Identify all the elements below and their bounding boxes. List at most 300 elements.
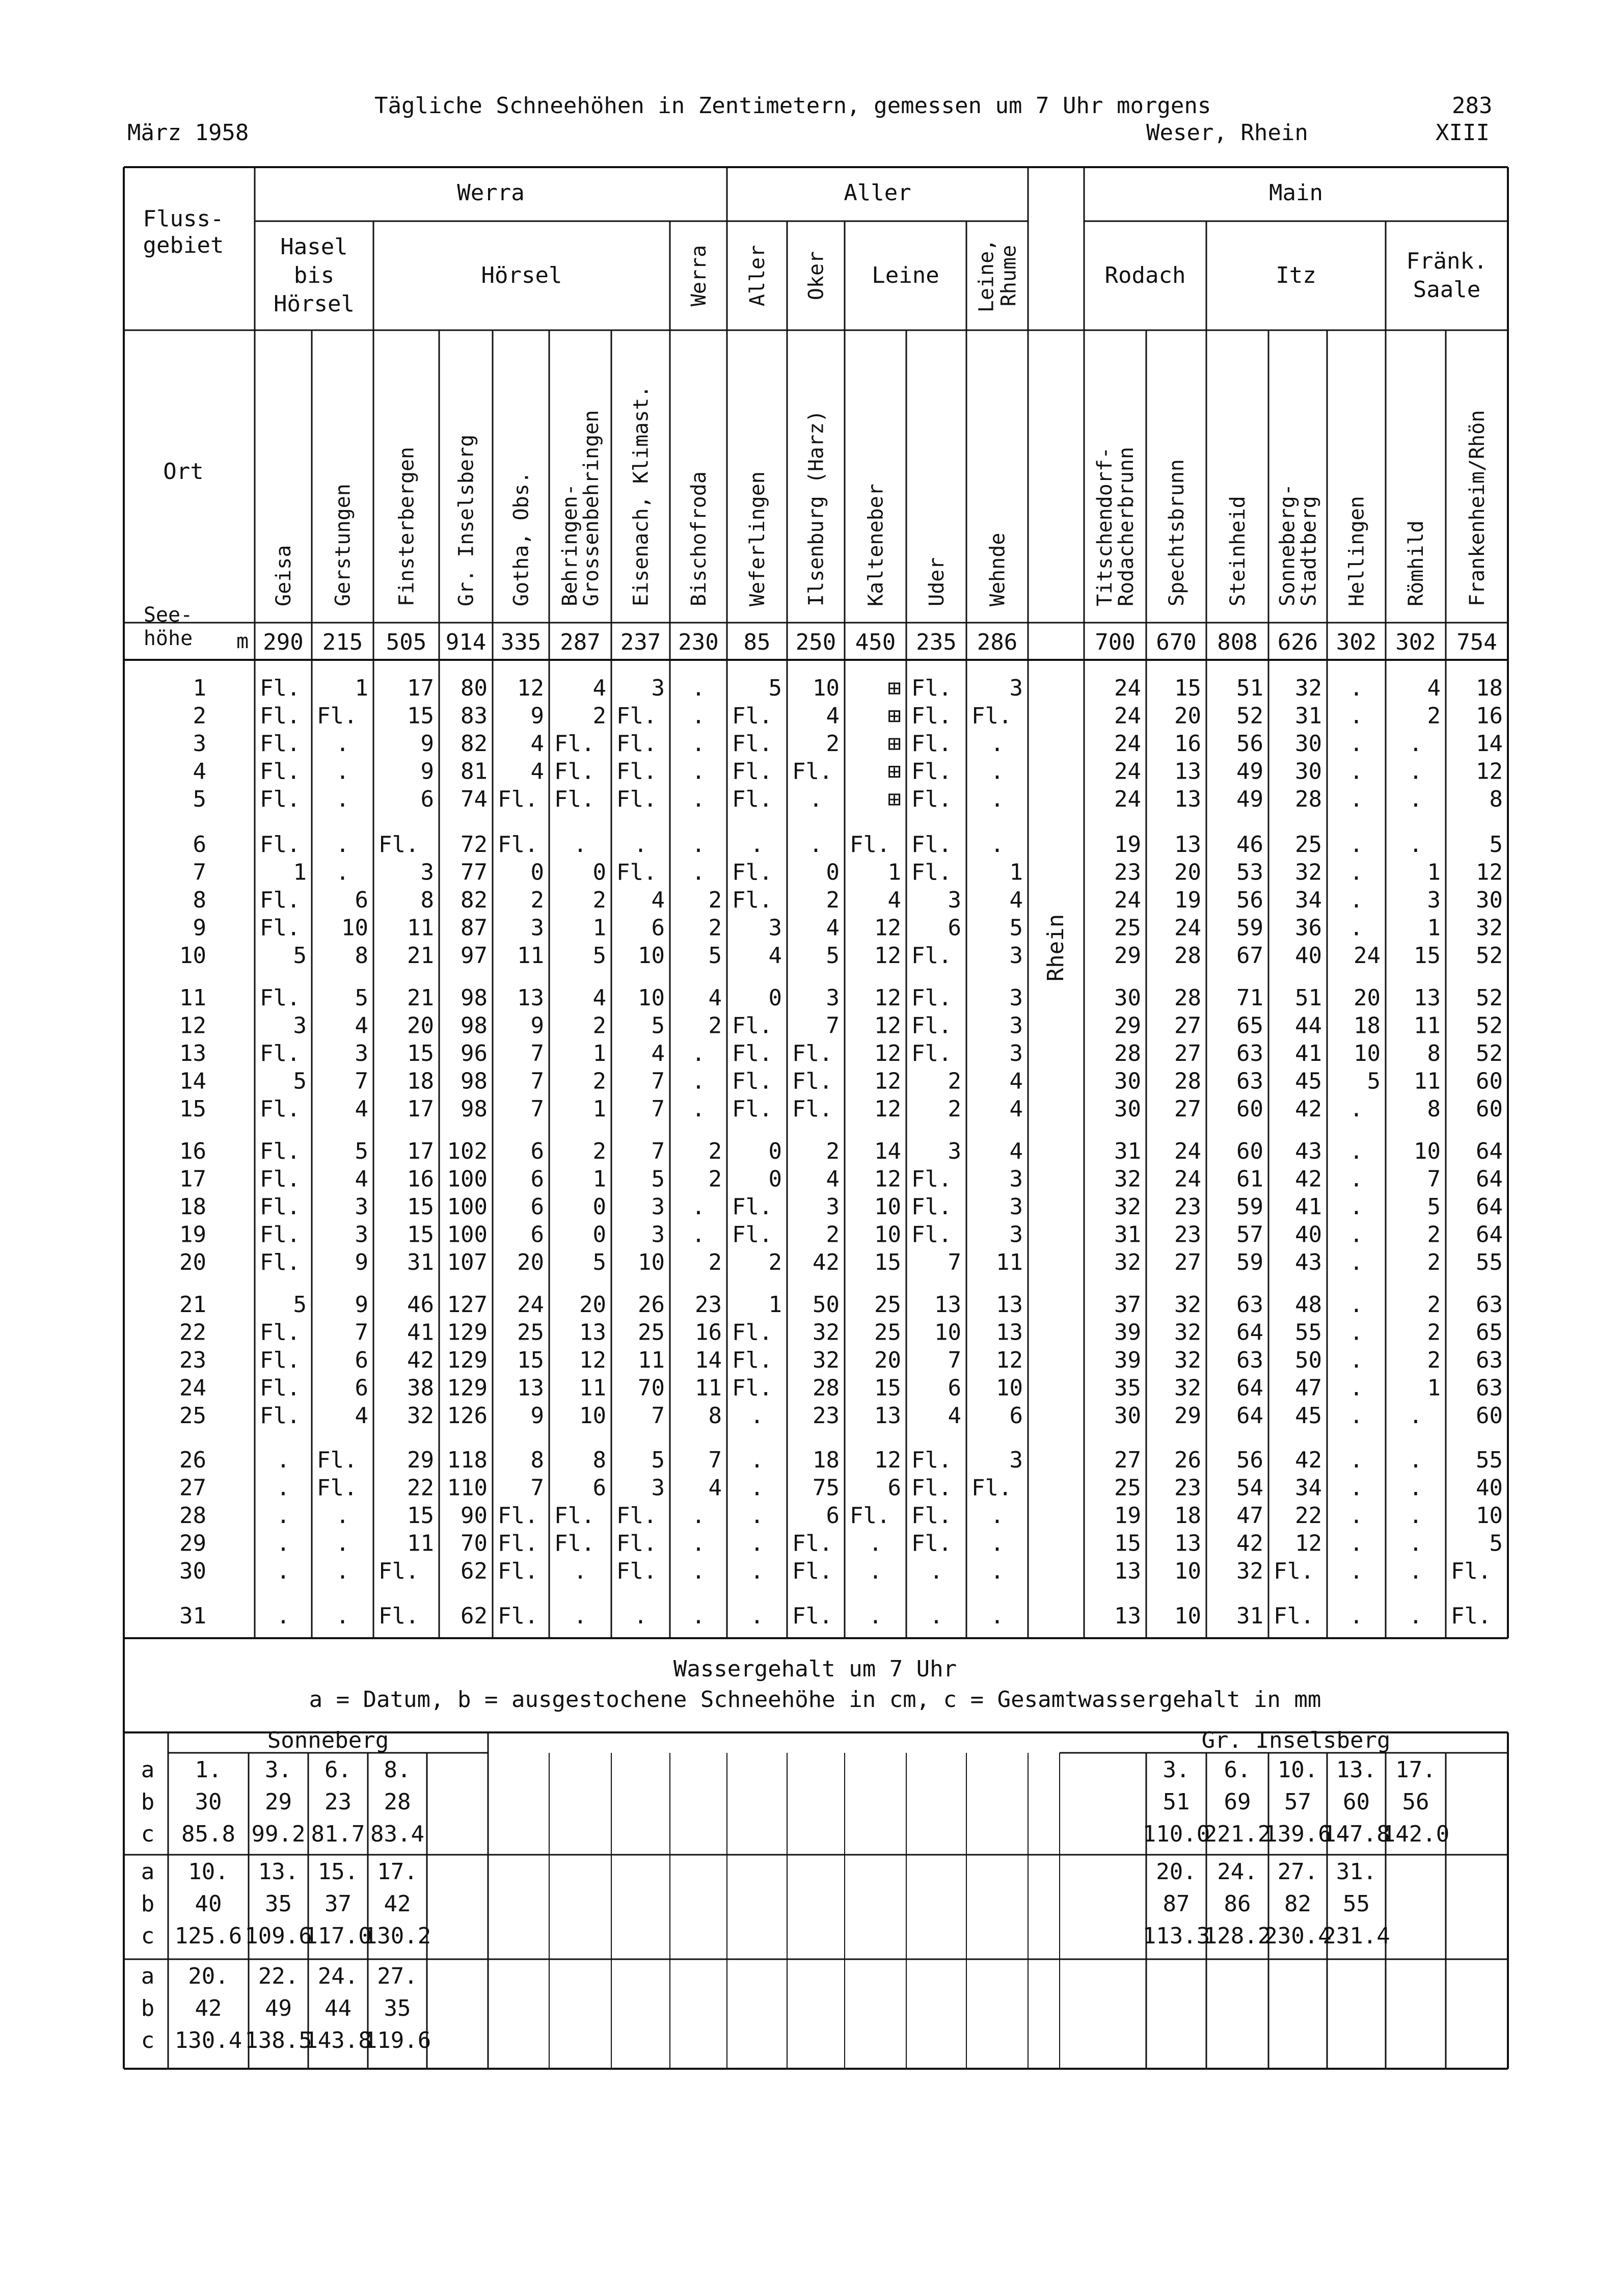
snow-depth-value: . bbox=[1349, 1292, 1363, 1318]
snow-depth-value: Fl. bbox=[911, 1012, 952, 1039]
snow-depth-value: 7 bbox=[530, 1096, 544, 1122]
snow-depth-value: 27 bbox=[1114, 1447, 1141, 1473]
snow-depth-value: 100 bbox=[447, 1221, 488, 1248]
snow-depth-value: 2 bbox=[826, 887, 840, 913]
snow-depth-value: Fl. bbox=[732, 1068, 773, 1094]
snow-depth-value: 2 bbox=[1427, 1221, 1441, 1248]
snow-depth-value: Fl. bbox=[732, 1096, 773, 1122]
snow-depth-value: 77 bbox=[461, 859, 488, 886]
snow-depth-value: Fl. bbox=[1274, 1603, 1314, 1629]
basin-main: Main bbox=[1269, 180, 1323, 206]
snow-depth-value: . bbox=[750, 1475, 764, 1501]
snow-depth-value: 6 bbox=[355, 1347, 368, 1373]
subbasin-label: Fränk. bbox=[1406, 248, 1488, 274]
snow-depth-value: 26 bbox=[638, 1292, 665, 1318]
snow-depth-value: 3 bbox=[826, 1194, 840, 1220]
snow-depth-value: 56 bbox=[1236, 731, 1263, 757]
snow-depth-value: . bbox=[1349, 915, 1363, 941]
snow-depth-value: 5 bbox=[592, 943, 606, 969]
snow-depth-value: 32 bbox=[1295, 859, 1322, 886]
water-value: 231.4 bbox=[1322, 1923, 1390, 1949]
snow-depth-value: 32 bbox=[1174, 1319, 1201, 1346]
snow-depth-value: 4 bbox=[948, 1403, 961, 1429]
snow-depth-value: 64 bbox=[1476, 1221, 1503, 1248]
snow-depth-value: 1 bbox=[1009, 859, 1023, 886]
day-number: 25 bbox=[179, 1403, 206, 1429]
snow-depth-value: 9 bbox=[420, 758, 434, 785]
snow-depth-value: 13 bbox=[1174, 832, 1201, 858]
snow-depth-value: 48 bbox=[1295, 1292, 1322, 1318]
snow-depth-value: 2 bbox=[708, 1166, 722, 1192]
snow-depth-value: Fl. bbox=[616, 1558, 657, 1584]
station-name: Grossenbehringen bbox=[580, 410, 603, 606]
snow-depth-value: Fl. bbox=[260, 758, 301, 785]
snow-depth-value: Fl. bbox=[792, 1558, 833, 1584]
snow-depth-value: Fl. bbox=[616, 859, 657, 886]
snow-depth-value: 14 bbox=[695, 1347, 722, 1373]
snow-depth-value: . bbox=[869, 1558, 882, 1584]
snow-depth-value: 8 bbox=[530, 1447, 544, 1473]
snow-depth-value: 27 bbox=[1174, 1040, 1201, 1066]
snow-depth-value: . bbox=[336, 1558, 349, 1584]
water-value: 3. bbox=[1163, 1757, 1190, 1783]
day-number: 9 bbox=[193, 915, 206, 941]
snow-depth-value: 9 bbox=[420, 731, 434, 757]
snow-depth-value: 42 bbox=[1295, 1447, 1322, 1473]
snow-depth-value: Fl. bbox=[260, 1347, 301, 1373]
snow-depth-value: 129 bbox=[447, 1375, 488, 1401]
snow-depth-value: 14 bbox=[874, 1138, 901, 1164]
header-title: Tägliche Schneehöhen in Zentimetern, gemessen um 7 Uhr morgens bbox=[374, 93, 1211, 119]
snow-depth-value: 34 bbox=[1295, 887, 1322, 913]
snow-depth-value: 13 bbox=[1174, 758, 1201, 785]
snow-depth-value: 31 bbox=[1114, 1138, 1141, 1164]
snow-depth-value: 50 bbox=[813, 1292, 840, 1318]
snow-depth-value: . bbox=[1349, 1603, 1363, 1629]
water-left-station: Sonneberg bbox=[267, 1727, 389, 1753]
day-number: 5 bbox=[193, 786, 206, 812]
snow-depth-value: 90 bbox=[461, 1503, 488, 1529]
snow-depth-value: 7 bbox=[530, 1475, 544, 1501]
snow-depth-value: 11 bbox=[1414, 1068, 1441, 1094]
snow-depth-value: 23 bbox=[1174, 1194, 1201, 1220]
snow-depth-value: 32 bbox=[1174, 1347, 1201, 1373]
snow-depth-value: Fl. bbox=[498, 786, 538, 812]
snow-depth-value: . bbox=[634, 832, 647, 858]
snow-depth-value: Fl. bbox=[379, 832, 419, 858]
station-name: Kalteneber bbox=[864, 484, 888, 606]
snow-depth-value: . bbox=[1349, 1249, 1363, 1275]
snow-depth-value: 2 bbox=[826, 731, 840, 757]
station-name: Geisa bbox=[272, 545, 295, 606]
day-number: 16 bbox=[179, 1138, 206, 1164]
snow-depth-value: . bbox=[691, 1040, 706, 1066]
snow-depth-value: 52 bbox=[1476, 1012, 1503, 1039]
snow-depth-value: . bbox=[1349, 1558, 1363, 1584]
snow-depth-value: 64 bbox=[1236, 1403, 1263, 1429]
snow-depth-value: 25 bbox=[1114, 1475, 1141, 1501]
snow-depth-value: 87 bbox=[461, 915, 488, 941]
snow-depth-value: . bbox=[750, 1403, 764, 1429]
snow-depth-value: 24 bbox=[517, 1292, 544, 1318]
snow-depth-value: . bbox=[1409, 1475, 1423, 1501]
snow-depth-value: 3 bbox=[1009, 1040, 1023, 1066]
snow-depth-value: . bbox=[691, 1530, 706, 1557]
water-value: 42 bbox=[195, 1995, 222, 2021]
snow-depth-value: . bbox=[1349, 1221, 1363, 1248]
snow-depth-value: 7 bbox=[826, 1012, 840, 1039]
snow-depth-value: 100 bbox=[447, 1194, 488, 1220]
station-name: Stadtberg bbox=[1297, 496, 1321, 606]
basin-aller: Aller bbox=[844, 180, 911, 206]
station-elevation: 286 bbox=[977, 629, 1018, 655]
snow-depth-value: . bbox=[1349, 859, 1363, 886]
snow-depth-value: 14 bbox=[1476, 731, 1503, 757]
snow-depth-value: 81 bbox=[461, 758, 488, 785]
snow-depth-value: . bbox=[990, 1503, 1004, 1529]
day-number: 26 bbox=[179, 1447, 206, 1473]
snow-depth-value: 1 bbox=[355, 675, 368, 701]
snow-depth-value: 4 bbox=[826, 703, 840, 729]
snow-depth-value: 10 bbox=[874, 1221, 901, 1248]
snow-depth-value: Fl. bbox=[911, 703, 952, 729]
snow-depth-value: Fl. bbox=[260, 1375, 301, 1401]
snow-depth-value: Fl. bbox=[911, 1503, 952, 1529]
snow-depth-value: . bbox=[750, 832, 764, 858]
snow-depth-value: . bbox=[1349, 1530, 1363, 1557]
snow-depth-value: 18 bbox=[1174, 1503, 1201, 1529]
snow-depth-value: 30 bbox=[1114, 1096, 1141, 1122]
station-elevation: 237 bbox=[620, 629, 661, 655]
snow-depth-value: 15 bbox=[407, 1221, 434, 1248]
snow-depth-value: 65 bbox=[1236, 1012, 1263, 1039]
snow-depth-value: 12 bbox=[1295, 1530, 1322, 1557]
snow-depth-value: 15 bbox=[407, 703, 434, 729]
snow-depth-value: 25 bbox=[874, 1292, 901, 1318]
snow-depth-value: 15 bbox=[1174, 675, 1201, 701]
water-value: 22. bbox=[258, 1963, 299, 1989]
snow-depth-value: 45 bbox=[1295, 1068, 1322, 1094]
snow-depth-value: 25 bbox=[517, 1319, 544, 1346]
snow-depth-value: 29 bbox=[1174, 1403, 1201, 1429]
snow-depth-value: Fl. bbox=[911, 1166, 952, 1192]
snow-depth-value: . bbox=[336, 1530, 349, 1557]
snow-depth-value: 49 bbox=[1236, 786, 1263, 812]
water-row-label: c bbox=[141, 2027, 155, 2053]
snow-depth-value: 9 bbox=[530, 703, 544, 729]
basin-werra: Werra bbox=[457, 180, 525, 206]
snow-depth-value: Fl. bbox=[911, 859, 952, 886]
water-value: 10. bbox=[188, 1859, 229, 1885]
snow-depth-value: 5 bbox=[1489, 1530, 1503, 1557]
snow-depth-value: . bbox=[276, 1558, 290, 1584]
station-elevation: 302 bbox=[1336, 629, 1377, 655]
snow-depth-value: 11 bbox=[1414, 1012, 1441, 1039]
water-value: 17. bbox=[1395, 1757, 1436, 1783]
snow-depth-value: Fl. bbox=[911, 1447, 952, 1473]
snow-depth-value: 13 bbox=[579, 1319, 606, 1346]
snow-depth-value: 5 bbox=[293, 943, 307, 969]
snow-depth-value: Fl. bbox=[732, 859, 773, 886]
snow-depth-value: 13 bbox=[996, 1292, 1023, 1318]
subbasin-label: Werra bbox=[687, 245, 711, 307]
snow-depth-value: ⊞ bbox=[887, 758, 901, 785]
snow-depth-value: 3 bbox=[651, 1194, 665, 1220]
label-flussgebiet: gebiet bbox=[143, 232, 224, 258]
snow-depth-value: . bbox=[1349, 731, 1363, 757]
station-elevation: 235 bbox=[916, 629, 957, 655]
water-row-label: c bbox=[141, 1923, 155, 1949]
snow-depth-value: 4 bbox=[355, 1166, 368, 1192]
snow-depth-value: Fl. bbox=[317, 703, 358, 729]
snow-depth-value: 59 bbox=[1236, 1249, 1263, 1275]
snow-depth-value: 64 bbox=[1476, 1166, 1503, 1192]
water-value: 6. bbox=[325, 1757, 352, 1783]
snow-depth-value: 7 bbox=[651, 1138, 665, 1164]
snow-depth-value: 2 bbox=[826, 1221, 840, 1248]
snow-depth-value: . bbox=[276, 1475, 290, 1501]
snow-depth-value: Fl. bbox=[1451, 1558, 1492, 1584]
snow-depth-value: . bbox=[1349, 1447, 1363, 1473]
snow-depth-value: 10 bbox=[341, 915, 368, 941]
station-elevation: 335 bbox=[500, 629, 542, 655]
snow-depth-value: 28 bbox=[1174, 1068, 1201, 1094]
snow-depth-value: ⊞ bbox=[887, 675, 901, 701]
snow-depth-value: Fl. bbox=[554, 1530, 595, 1557]
snow-depth-value: 0 bbox=[768, 1138, 782, 1164]
snow-depth-value: . bbox=[336, 731, 349, 757]
snow-depth-value: Fl. bbox=[554, 731, 595, 757]
snow-depth-value: 71 bbox=[1236, 985, 1263, 1011]
snow-depth-value: Fl. bbox=[732, 1194, 773, 1220]
snow-depth-value: 7 bbox=[355, 1319, 368, 1346]
snow-depth-value: 41 bbox=[1295, 1194, 1322, 1220]
snow-depth-value: . bbox=[990, 1558, 1004, 1584]
snow-depth-value: 51 bbox=[1295, 985, 1322, 1011]
snow-depth-value: 63 bbox=[1236, 1347, 1263, 1373]
water-value: 60 bbox=[1343, 1789, 1370, 1815]
snow-depth-value: 60 bbox=[1236, 1138, 1263, 1164]
snow-depth-value: 0 bbox=[530, 859, 544, 886]
snow-depth-value: 10 bbox=[579, 1403, 606, 1429]
snow-depth-value: 53 bbox=[1236, 859, 1263, 886]
snow-depth-value: 1 bbox=[887, 859, 901, 886]
snow-depth-value: 56 bbox=[1236, 1447, 1263, 1473]
snow-depth-value: 70 bbox=[461, 1530, 488, 1557]
snow-depth-value: . bbox=[691, 1558, 706, 1584]
snow-depth-value: 26 bbox=[1174, 1447, 1201, 1473]
snow-depth-value: 15 bbox=[1114, 1530, 1141, 1557]
snow-depth-value: 12 bbox=[874, 943, 901, 969]
snow-depth-value: 52 bbox=[1476, 985, 1503, 1011]
snow-depth-value: 15 bbox=[407, 1503, 434, 1529]
station-name: Spechtsbrunn bbox=[1165, 459, 1188, 606]
station-name: Gotha, Obs. bbox=[509, 471, 533, 606]
station-name: Bischofroda bbox=[687, 471, 711, 606]
snow-depth-value: Fl. bbox=[850, 1503, 890, 1529]
snow-depth-value: 5 bbox=[1367, 1068, 1381, 1094]
snow-depth-value: 3 bbox=[1009, 1166, 1023, 1192]
snow-depth-value: 10 bbox=[813, 675, 840, 701]
snow-depth-value: 62 bbox=[461, 1603, 488, 1629]
snow-depth-value: 56 bbox=[1236, 887, 1263, 913]
snow-depth-value: 3 bbox=[651, 675, 665, 701]
snow-depth-value: Fl. bbox=[732, 731, 773, 757]
station-elevation: 914 bbox=[445, 629, 487, 655]
snow-depth-value: . bbox=[1349, 1319, 1363, 1346]
snow-depth-value: 32 bbox=[813, 1347, 840, 1373]
snow-depth-value: 36 bbox=[1295, 915, 1322, 941]
snow-depth-value: 5 bbox=[826, 943, 840, 969]
header-subtitle: Weser, Rhein bbox=[1146, 120, 1308, 146]
day-number: 30 bbox=[179, 1558, 206, 1584]
snow-depth-value: Fl. bbox=[260, 731, 301, 757]
station-elevation: 230 bbox=[678, 629, 719, 655]
snow-depth-value: 80 bbox=[461, 675, 488, 701]
snow-depth-value: 2 bbox=[1427, 1292, 1441, 1318]
snow-depth-value: 24 bbox=[1174, 915, 1201, 941]
snow-depth-value: Fl. bbox=[911, 1475, 952, 1501]
snow-depth-value: 1 bbox=[768, 1292, 782, 1318]
water-value: 143.8 bbox=[304, 2027, 372, 2053]
snow-depth-value: . bbox=[1409, 1447, 1423, 1473]
snow-depth-value: 29 bbox=[1114, 1012, 1141, 1039]
snow-depth-value: 20 bbox=[874, 1347, 901, 1373]
snow-depth-value: 6 bbox=[355, 887, 368, 913]
water-value: 142.0 bbox=[1382, 1821, 1450, 1847]
snow-depth-value: 11 bbox=[579, 1375, 606, 1401]
snow-depth-value: Fl. bbox=[260, 1221, 301, 1248]
snow-depth-value: Fl. bbox=[911, 943, 952, 969]
snow-depth-value: . bbox=[1349, 786, 1363, 812]
water-value: 109.6 bbox=[245, 1923, 312, 1949]
day-number: 24 bbox=[179, 1375, 206, 1401]
day-number: 11 bbox=[179, 985, 206, 1011]
station-name: Eisenach, Klimast. bbox=[629, 385, 653, 606]
snow-depth-value: 30 bbox=[1114, 985, 1141, 1011]
snow-depth-value: . bbox=[276, 1603, 290, 1629]
snow-depth-value: 3 bbox=[1009, 1447, 1023, 1473]
snow-depth-value: Fl. bbox=[260, 985, 301, 1011]
snow-depth-value: 11 bbox=[407, 1530, 434, 1557]
snow-depth-value: 29 bbox=[407, 1447, 434, 1473]
snow-depth-value: 0 bbox=[768, 985, 782, 1011]
water-value: 13. bbox=[1336, 1757, 1377, 1783]
snow-depth-value: 98 bbox=[461, 985, 488, 1011]
snow-depth-value: 5 bbox=[708, 943, 722, 969]
day-number: 12 bbox=[179, 1012, 206, 1039]
snow-depth-value: 12 bbox=[874, 1068, 901, 1094]
snow-depth-value: 3 bbox=[420, 859, 434, 886]
water-value: 24. bbox=[317, 1963, 359, 1989]
snow-depth-value: 0 bbox=[592, 1221, 606, 1248]
station-elevation: 450 bbox=[855, 629, 896, 655]
snow-depth-value: 19 bbox=[1174, 887, 1201, 913]
snow-depth-value: 4 bbox=[1427, 675, 1441, 701]
snow-depth-value: 24 bbox=[1174, 1166, 1201, 1192]
snow-depth-value: 7 bbox=[355, 1068, 368, 1094]
snow-depth-value: 32 bbox=[1114, 1166, 1141, 1192]
snow-depth-value: 20 bbox=[579, 1292, 606, 1318]
station-elevation: 302 bbox=[1395, 629, 1436, 655]
snow-depth-value: 24 bbox=[1114, 731, 1141, 757]
snow-depth-value: 1 bbox=[592, 915, 606, 941]
snow-depth-value: 5 bbox=[355, 985, 368, 1011]
snow-depth-value: 72 bbox=[461, 832, 488, 858]
snow-depth-value: 23 bbox=[813, 1403, 840, 1429]
station-elevation: 626 bbox=[1277, 629, 1318, 655]
snow-depth-value: 64 bbox=[1476, 1138, 1503, 1164]
snow-depth-value: . bbox=[990, 731, 1004, 757]
subbasin-label: bis bbox=[293, 262, 335, 288]
snow-depth-value: 75 bbox=[813, 1475, 840, 1501]
snow-depth-value: 27 bbox=[1174, 1096, 1201, 1122]
snow-depth-value: Fl. bbox=[732, 1012, 773, 1039]
snow-depth-value: 24 bbox=[1114, 887, 1141, 913]
snow-depth-value: 13 bbox=[996, 1319, 1023, 1346]
snow-depth-value: 5 bbox=[293, 1292, 307, 1318]
snow-depth-value: 6 bbox=[530, 1138, 544, 1164]
water-value: 15. bbox=[317, 1859, 359, 1885]
water-value: 3. bbox=[265, 1757, 292, 1783]
day-number: 10 bbox=[179, 943, 206, 969]
snow-depth-value: 1 bbox=[293, 859, 307, 886]
snow-depth-value: 27 bbox=[1174, 1249, 1201, 1275]
day-number: 29 bbox=[179, 1530, 206, 1557]
snow-depth-value: 3 bbox=[651, 1221, 665, 1248]
snow-depth-value: 70 bbox=[638, 1375, 665, 1401]
water-value: 17. bbox=[377, 1859, 418, 1885]
snow-depth-value: 3 bbox=[1009, 985, 1023, 1011]
snow-depth-value: 2 bbox=[1427, 703, 1441, 729]
snow-depth-value: 15 bbox=[517, 1347, 544, 1373]
snow-depth-value: 9 bbox=[530, 1403, 544, 1429]
snow-depth-value: 24 bbox=[1114, 786, 1141, 812]
snow-depth-value: Fl. bbox=[732, 703, 773, 729]
snow-depth-value: 40 bbox=[1476, 1475, 1503, 1501]
snow-depth-value: 10 bbox=[934, 1319, 961, 1346]
snow-depth-value: 55 bbox=[1476, 1249, 1503, 1275]
snow-depth-value: Fl. bbox=[317, 1447, 358, 1473]
snow-depth-value: 20 bbox=[1174, 859, 1201, 886]
snow-depth-value: Fl. bbox=[792, 758, 833, 785]
snow-depth-value: Fl. bbox=[498, 832, 538, 858]
water-value: 51 bbox=[1163, 1789, 1190, 1815]
snow-depth-value: 2 bbox=[826, 1138, 840, 1164]
snow-depth-value: 17 bbox=[407, 675, 434, 701]
water-value: 1. bbox=[195, 1757, 222, 1783]
snow-depth-value: Fl. bbox=[792, 1068, 833, 1094]
snow-depth-value: 10 bbox=[874, 1194, 901, 1220]
station-name: Finsterbergen bbox=[395, 446, 419, 606]
snow-depth-value: . bbox=[573, 832, 587, 858]
snow-depth-value: Fl. bbox=[616, 758, 657, 785]
water-value: 130.4 bbox=[174, 2027, 242, 2053]
snow-depth-value: 40 bbox=[1295, 943, 1322, 969]
snow-depth-value: 4 bbox=[826, 1166, 840, 1192]
snow-depth-value: . bbox=[750, 1603, 764, 1629]
label-seehoehe: See- bbox=[143, 603, 193, 627]
snow-depth-value: 23 bbox=[1174, 1475, 1201, 1501]
snow-depth-value: 32 bbox=[1114, 1249, 1141, 1275]
day-number: 4 bbox=[193, 758, 206, 785]
snow-depth-value: 5 bbox=[355, 1138, 368, 1164]
subbasin-label: Oker bbox=[804, 251, 828, 301]
snow-depth-value: 4 bbox=[355, 1096, 368, 1122]
water-value: 81.7 bbox=[311, 1821, 365, 1847]
snow-depth-value: . bbox=[1349, 1403, 1363, 1429]
day-number: 2 bbox=[193, 703, 206, 729]
